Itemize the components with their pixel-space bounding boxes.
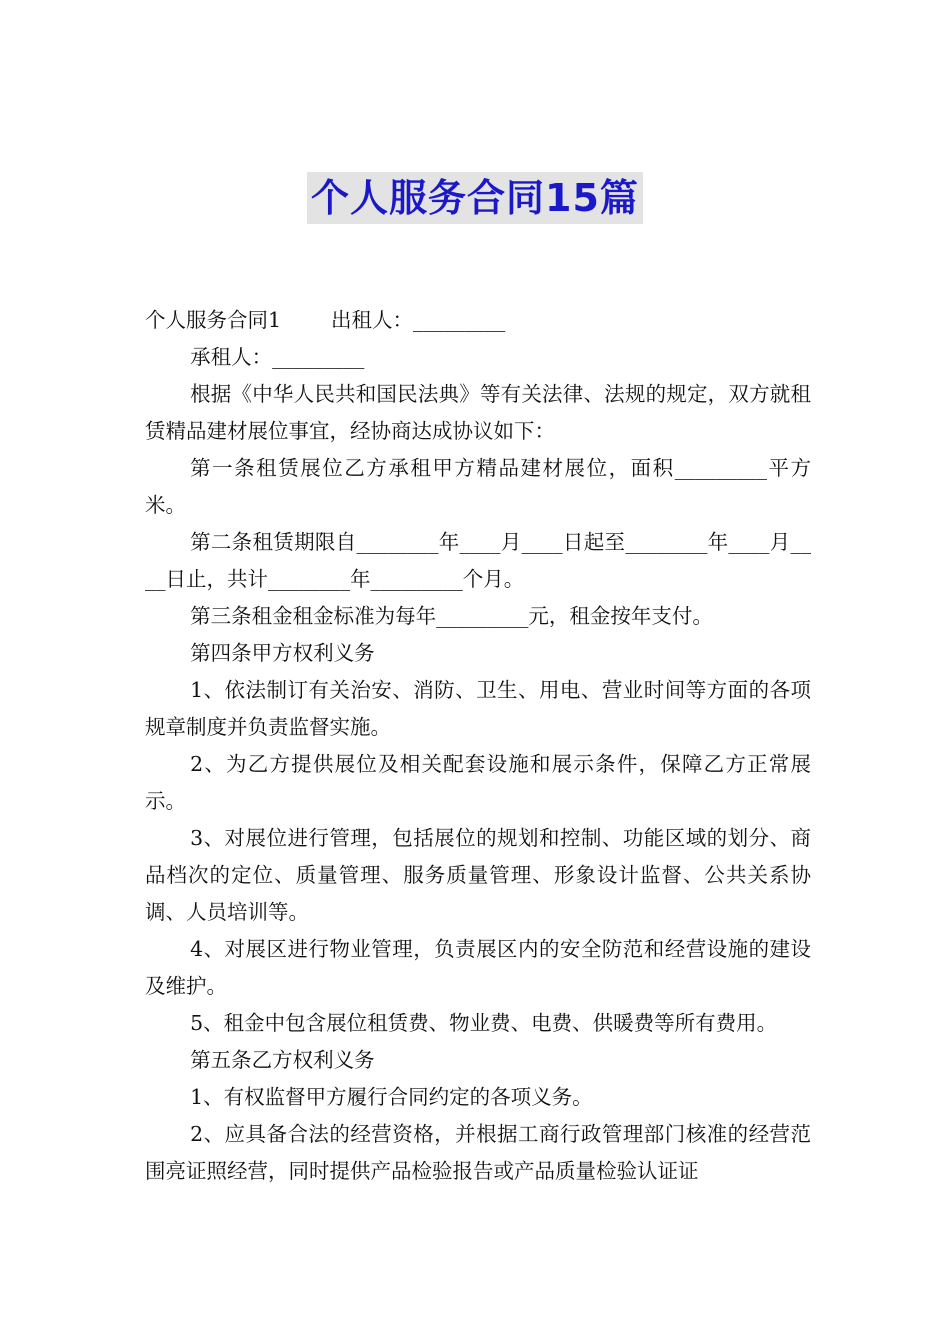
- paragraph: 第一条租赁展位乙方承租甲方精品建材展位，面积_________平方米。: [145, 456, 811, 517]
- contract-heading-line: [145, 302, 811, 339]
- paragraph: 承租人：_________: [190, 345, 365, 369]
- document-title: 个人服务合同15篇: [307, 172, 643, 224]
- paragraph: 第四条甲方权利义务: [190, 641, 375, 665]
- paragraph: 1、有权监督甲方履行合同约定的各项义务。: [190, 1085, 593, 1109]
- document-body: [145, 302, 811, 1190]
- lessor-field: 出租人：_________: [331, 308, 506, 332]
- contract-heading: 个人服务合同1: [145, 308, 282, 332]
- paragraph: 5、租金中包含展位租赁费、物业费、电费、供暖费等所有费用。: [190, 1011, 778, 1035]
- paragraph: 根据《中华人民共和国民法典》等有关法律、法规的规定，双方就租赁精品建材展位事宜，经协商达成协议如下：: [145, 382, 811, 443]
- paragraph: 2、为乙方提供展位及相关配套设施和展示条件，保障乙方正常展示。: [145, 752, 811, 813]
- title-container: [0, 172, 950, 224]
- paragraph: 4、对展区进行物业管理，负责展区内的安全防范和经营设施的建设及维护。: [145, 937, 811, 998]
- paragraph: 1、依法制订有关治安、消防、卫生、用电、营业时间等方面的各项规章制度并负责监督实施。: [145, 678, 811, 739]
- paragraph: 3、对展位进行管理，包括展位的规划和控制、功能区域的划分、商品档次的定位、质量管理、服务质量管理、形象设计监督、公共关系协调、人员培训等。: [145, 826, 811, 924]
- paragraph: 2、应具备合法的经营资格，并根据工商行政管理部门核准的经营范围亮证照经营，同时提供产品检验报告或产品质量检验认证证: [145, 1122, 811, 1183]
- paragraph: 第五条乙方权利义务: [190, 1048, 375, 1072]
- paragraph: 第三条租金租金标准为每年_________元，租金按年支付。: [190, 604, 713, 628]
- paragraph: 第二条租赁期限自________年____月____日起至________年____月____日止，共计________年_________个月。: [145, 530, 811, 591]
